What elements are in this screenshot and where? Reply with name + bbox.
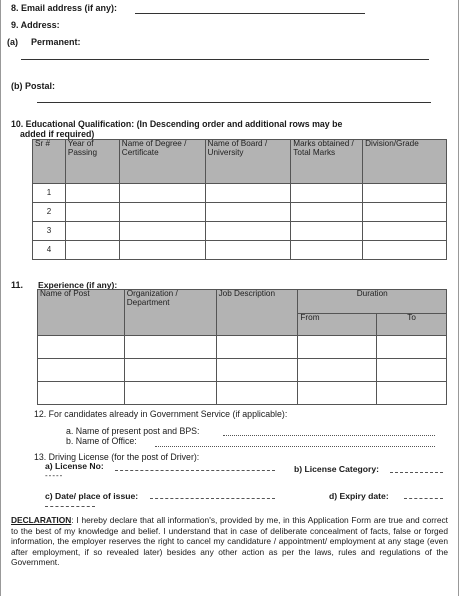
edu-cell[interactable] [119,241,205,260]
driving-heading: 13. Driving License (for the post of Driver): [34,452,200,462]
exp-col-organization: Organization / Department [124,290,216,336]
education-heading: 10. Educational Qualification: (In Descending order and additional rows may be [11,119,343,129]
edu-cell[interactable] [363,241,447,260]
exp-cell[interactable] [38,382,125,405]
declaration-paragraph [11,515,448,568]
edu-row-number: 2 [33,203,66,222]
edu-col-board: Name of Board / University [205,140,291,184]
edu-col-sr: Sr # [33,140,66,184]
permanent-address-label: Permanent: [31,37,81,47]
exp-cell[interactable] [216,336,298,359]
office-name-field[interactable] [155,446,435,447]
declaration-text: : I hereby declare that all information's, provided by me, in this Application Form are true and correct to the best of my knowledge and belief. I understand that in case of deliberate concealment of facts, false or forged information, the employer reserves the right to cancel my candidature / appointment/ employment at any stage (even after employment, if so revealed later) besides any other action as per the laws, rules and regulations of the Government. [11,515,448,568]
experience-heading: Experience (if any): [38,280,118,290]
exp-col-job: Job Description [216,290,298,336]
edu-cell[interactable] [65,222,119,241]
exp-cell[interactable] [124,359,216,382]
edu-cell[interactable] [205,241,291,260]
office-name-label: b. Name of Office: [66,436,137,446]
table-row [33,241,447,260]
table-row [33,184,447,203]
experience-number: 11. [11,280,24,290]
edu-cell[interactable] [119,203,205,222]
edu-cell[interactable] [65,184,119,203]
license-no-overflow: ----- [45,471,64,480]
date-place-field[interactable] [150,498,275,499]
exp-cell[interactable] [216,382,298,405]
edu-cell[interactable] [363,184,447,203]
edu-cell[interactable] [291,184,363,203]
exp-col-from: From [298,314,377,336]
edu-row-number: 1 [33,184,66,203]
edu-cell[interactable] [291,203,363,222]
present-post-field[interactable] [223,435,435,436]
exp-cell[interactable] [124,336,216,359]
government-heading: 12. For candidates already in Government Service (if applicable): [34,409,288,419]
exp-col-to: To [377,314,447,336]
exp-cell[interactable] [377,359,447,382]
edu-cell[interactable] [205,184,291,203]
address-label: 9. Address: [11,20,60,30]
expiry-date-field[interactable] [404,498,443,499]
email-label: 8. Email address (if any): [11,3,118,13]
table-row [38,359,447,382]
exp-cell[interactable] [298,336,377,359]
license-no-field[interactable] [115,470,275,471]
table-row [38,382,447,405]
date-place-overflow-line [45,506,95,507]
experience-table [37,289,447,405]
table-row [33,222,447,241]
edu-row-number: 4 [33,241,66,260]
edu-cell[interactable] [363,222,447,241]
education-heading-cont: added if required) [20,129,95,139]
postal-address-field[interactable] [37,102,431,103]
permanent-address-field[interactable] [21,59,429,60]
edu-cell[interactable] [205,203,291,222]
email-field[interactable] [135,13,365,14]
edu-cell[interactable] [363,203,447,222]
exp-cell[interactable] [298,382,377,405]
exp-cell[interactable] [38,336,125,359]
edu-cell[interactable] [291,222,363,241]
license-no-label: a) License No: [45,461,104,471]
exp-cell[interactable] [216,359,298,382]
present-post-label: a. Name of present post and BPS: [66,426,200,436]
license-category-field[interactable] [390,472,443,473]
postal-address-label: (b) Postal: [11,81,55,91]
edu-cell[interactable] [205,222,291,241]
edu-cell[interactable] [119,222,205,241]
exp-cell[interactable] [124,382,216,405]
declaration-title: DECLARATION [11,515,72,525]
edu-col-marks: Marks obtained / Total Marks [291,140,363,184]
exp-cell[interactable] [298,359,377,382]
table-row [38,336,447,359]
edu-col-year: Year of Passing [65,140,119,184]
edu-cell[interactable] [65,203,119,222]
education-table [32,139,447,260]
edu-cell[interactable] [65,241,119,260]
edu-col-degree: Name of Degree / Certificate [119,140,205,184]
exp-col-post: Name of Post [38,290,125,336]
permanent-prefix: (a) [7,37,18,47]
table-row [33,203,447,222]
exp-cell[interactable] [377,336,447,359]
date-place-label: c) Date/ place of issue: [45,491,139,501]
edu-row-number: 3 [33,222,66,241]
edu-col-division: Division/Grade [363,140,447,184]
edu-cell[interactable] [119,184,205,203]
exp-cell[interactable] [38,359,125,382]
expiry-date-label: d) Expiry date: [329,491,389,501]
exp-cell[interactable] [377,382,447,405]
exp-col-duration: Duration [298,290,447,314]
license-category-label: b) License Category: [294,464,380,474]
edu-cell[interactable] [291,241,363,260]
